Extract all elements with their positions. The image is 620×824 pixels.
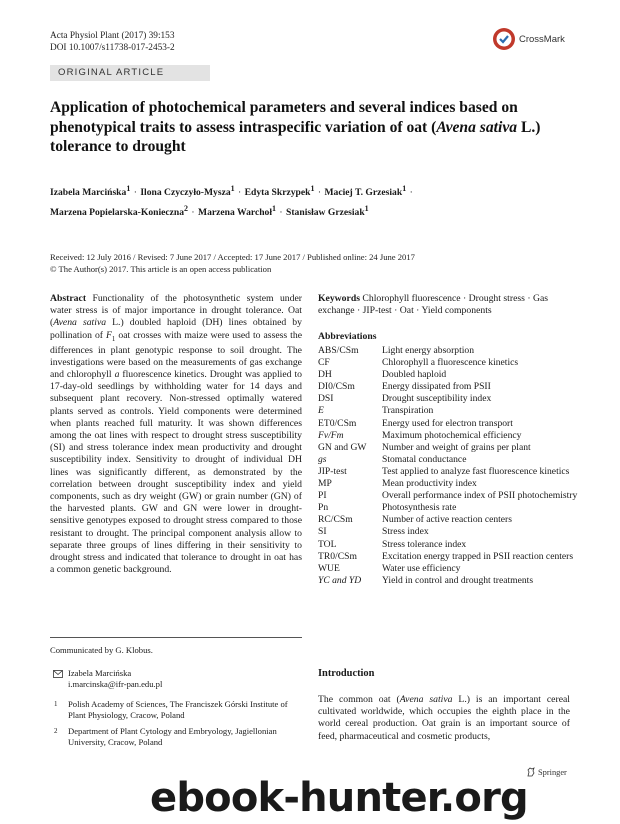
abbreviation-row: CF Chlorophyll a fluorescence kinetics [318,357,519,369]
abbreviations-heading: Abbreviations [318,331,377,342]
abbreviation-row: E Transpiration [318,405,434,417]
envelope-icon [53,670,63,678]
publisher-logo [526,767,567,777]
affiliation: 2 Department of Plant Cytology and Embryology, Jagiellonian University, Cracow, Poland [54,726,277,747]
publisher-name: Springer [538,767,567,777]
article-type-banner: ORIGINAL ARTICLE [50,65,210,81]
abbreviation-row: DH Doubled haploid [318,369,447,381]
abbreviation-row: WUE Water use efficiency [318,562,461,574]
author[interactable]: Marzena Warchoł$^1$ [198,203,277,218]
author-list: Izabela Marcińska$^1$ · Ilona Czyczyło-Mysza$^1$ · Edyta Skrzypek$^1$ · Maciej T. Grzesiak$^1$ · Marzena Popielarska-Konieczna$^2$ · Marzena Warchoł$^1$ · Stanisław Grzesiak$^1$ [50,184,413,218]
abbreviation-row: Fv/Fm Maximum photochemical efficiency [318,429,522,441]
crossmark-label: CrossMark [519,33,565,45]
author[interactable]: Maciej T. Grzesiak$^1$ [324,184,407,199]
abbreviation-row: MP Mean productivity index [318,478,477,490]
abbreviation-row: YC and YD Yield in control and drought treatments [318,574,534,586]
journal-header [50,30,175,54]
author[interactable]: Izabela Marcińska$^1$ [50,184,131,199]
keywords-label: Keywords [318,293,360,304]
corresponding-author: Izabela Marcińska [68,668,132,678]
abbreviation-row: TOL Stress tolerance index [318,538,467,550]
introduction-heading: Introduction [318,668,375,679]
communicated-by: Communicated by G. Klobus. [50,637,302,656]
abbreviation-row: gs Stomatal conductance [318,453,467,465]
watermark: ebook-hunter.org [150,775,528,821]
author[interactable]: Ilona Czyczyło-Mysza$^1$ [140,184,235,199]
keywords: Keywords Chlorophyll fluorescence · Drought stress · Gas exchange · JIP-test · Oat · Yield components [318,293,549,317]
abbreviation-row: RC/CSm Number of active reaction centers [318,514,512,526]
abbreviation-row: SI Stress index [318,526,429,538]
author[interactable]: Marzena Popielarska-Konieczna$^2$ [50,203,189,218]
journal-citation: Acta Physiol Plant (2017) 39:153 [50,31,175,41]
abbreviation-row: JIP-test Test applied to analyze fast fluorescence kinetics [318,465,570,477]
abstract-label: Abstract [50,293,87,304]
history-dates: Received: 12 July 2016 / Revised: 7 June 2017 / Accepted: 17 June 2017 / Published online: 24 June 2017 [50,252,415,262]
introduction-text: The common oat (Avena sativa L.) is an important cereal cultivated worldwide, which occupies the eighth place in the world cereal production. Oat grain is an important source of feed, pharmaceutical and cosmetic products, [318,694,571,742]
abstract: Abstract Functionality of the photosynthetic system under water stress is of major importance in drought tolerance. Oat (Avena sativa L.) doubled haploid (DH) lines obtained by pollination of $F_1$ oat crosses with maize were used to assess the differences in plant genotypic response to soil drought. The investigations were based on the measurements of gas exchange and chlorophyll a fluorescence kinetics. Drought was applied to 17-day-old seedlings by withholding water for 14 days and subsequent plant recovery. Non-stressed optimally watered plants served as controls. Yield components were determined when plants reached full maturity. It was shown differences among the oat lines with respect to drought stress susceptibility (SI) and stress tolerance index mean productivity and drought susceptibility index. Sensitivity to drought of individual DH lines was significantly different, as demonstrated by the correlation between drought susceptibility index and yield components, such as dry weight (GW) or grain number (GN) of the harvested plants. GW and GN were lower in drought-sensitive genotypes exposed to drought stress compared to those resistant to drought. The principal component analysis allow to separate three groups of lines differing in their sensitivity to drought stress and indicated that tolerance to drought in oat has a common genetic background. [50,293,303,576]
copyright-line: © The Author(s) 2017. This article is an open access publication [50,263,272,274]
abbreviation-row: PI Overall performance index of PSII photochemistry [318,490,578,502]
abbreviation-row: DI0/CSm Energy dissipated from PSII [318,381,491,393]
corresponding-email[interactable]: i.marcinska@ifr-pan.edu.pl [68,679,163,689]
affiliation: 1 Polish Academy of Sciences, The Franciszek Górski Institute of Plant Physiology, Cracow, Poland [54,699,288,720]
article-title: Application of photochemical parameters and several indices based on phenotypical traits to assess intraspecific variation of oat (Avena sativa L.) tolerance to drought [50,99,541,155]
crossmark-badge[interactable] [492,27,565,51]
crossmark-icon [492,27,516,51]
author[interactable]: Stanisław Grzesiak$^1$ [286,203,369,218]
publication-dates [50,252,590,275]
abbreviation-row: DSI Drought susceptibility index [318,393,492,405]
abbreviation-row: TR0/CSm Excitation energy trapped in PSII reaction centers [318,550,574,562]
abbreviation-row: GN and GW Number and weight of grains per plant [318,441,531,453]
abbreviation-row: Pn Photosynthesis rate [318,502,457,514]
author[interactable]: Edyta Skrzypek$^1$ [244,184,315,199]
correspondence [50,668,302,690]
abbreviation-row: ET0/CSm Energy used for electron transport [318,417,513,429]
abbreviation-row: ABS/CSm Light energy absorption [318,345,475,356]
doi: DOI 10.1007/s11738-017-2453-2 [50,43,175,53]
abbreviations-list [318,345,580,587]
